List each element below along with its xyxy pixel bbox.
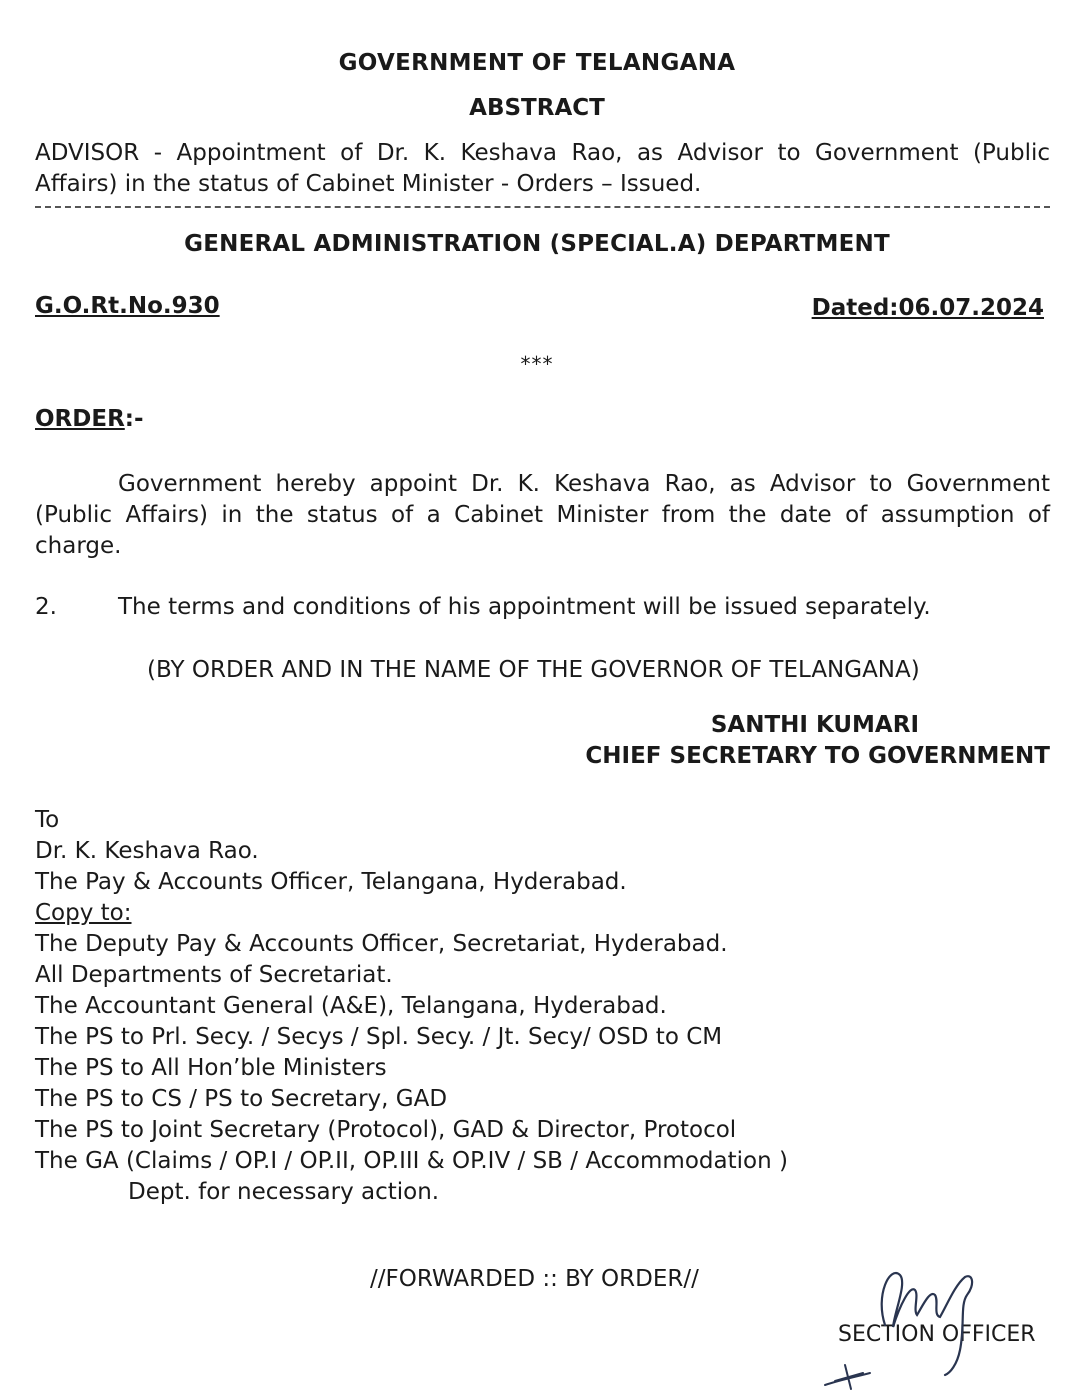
copy-continuation: Dept. for necessary action. — [128, 1179, 440, 1205]
signatory-name: SANTHI KUMARI — [710, 712, 919, 738]
copy-recipient: The Deputy Pay & Accounts Officer, Secretariat, Hyderabad. — [35, 931, 728, 957]
copy-recipient: The PS to CS / PS to Secretary, GAD — [35, 1086, 448, 1112]
para2-number: 2. — [35, 594, 57, 620]
copy-recipient: All Departments of Secretariat. — [35, 962, 393, 988]
section-officer-label: SECTION OFFICER — [838, 1322, 1036, 1347]
subject-line-2: Affairs) in the status of Cabinet Minister - Orders – Issued. — [35, 171, 702, 197]
para1-line-3: charge. — [35, 533, 122, 559]
dashed-divider — [35, 206, 1050, 208]
distribution-list — [35, 805, 788, 1208]
handwritten-signature — [815, 1255, 1015, 1395]
order-label-main: ORDER — [35, 406, 125, 432]
order-label-suffix: :- — [124, 406, 144, 432]
to-recipient: Dr. K. Keshava Rao. — [35, 838, 259, 864]
subject-text — [35, 138, 1050, 200]
abstract-heading: ABSTRACT — [469, 95, 605, 121]
subject-line-1: ADVISOR - Appointment of Dr. K. Keshava Rao, as Advisor to Government (Public — [35, 140, 1050, 166]
order-date: Dated:06.07.2024 — [811, 295, 1044, 321]
copy-recipient: The Accountant General (A&E), Telangana, Hyderabad. — [35, 993, 667, 1019]
copy-recipient: The PS to Prl. Secy. / Secys / Spl. Secy. / Jt. Secy/ OSD to CM — [35, 1024, 723, 1050]
department-title: GENERAL ADMINISTRATION (SPECIAL.A) DEPARTMENT — [184, 231, 890, 257]
para1-line-2: (Public Affairs) in the status of a Cabinet Minister from the date of assumption of — [35, 502, 1050, 528]
copy-recipient: The GA (Claims / OP.I / OP.II, OP.III & OP.IV / SB / Accommodation ) — [35, 1148, 788, 1174]
copy-recipient: The PS to Joint Secretary (Protocol), GAD & Director, Protocol — [35, 1117, 737, 1143]
government-title: GOVERNMENT OF TELANGANA — [338, 50, 736, 76]
signatory-title: CHIEF SECRETARY TO GOVERNMENT — [585, 743, 1050, 769]
copy-to-label: Copy to: — [35, 900, 132, 926]
by-order-line: (BY ORDER AND IN THE NAME OF THE GOVERNOR OF TELANGANA) — [147, 657, 920, 683]
para1-line-1: Government hereby appoint Dr. K. Keshava Rao, as Advisor to Government — [118, 471, 1050, 497]
order-label — [35, 406, 144, 432]
forwarded-line: //FORWARDED :: BY ORDER// — [370, 1266, 699, 1292]
to-label: To — [35, 807, 60, 833]
para2-text: The terms and conditions of his appointment will be issued separately. — [118, 594, 931, 620]
to-recipient: The Pay & Accounts Officer, Telangana, Hyderabad. — [35, 869, 627, 895]
order-paragraph-1 — [35, 469, 1050, 562]
separator-stars: *** — [520, 352, 554, 376]
go-number: G.O.Rt.No.930 — [35, 293, 220, 319]
copy-recipient: The PS to All Hon’ble Ministers — [35, 1055, 387, 1081]
